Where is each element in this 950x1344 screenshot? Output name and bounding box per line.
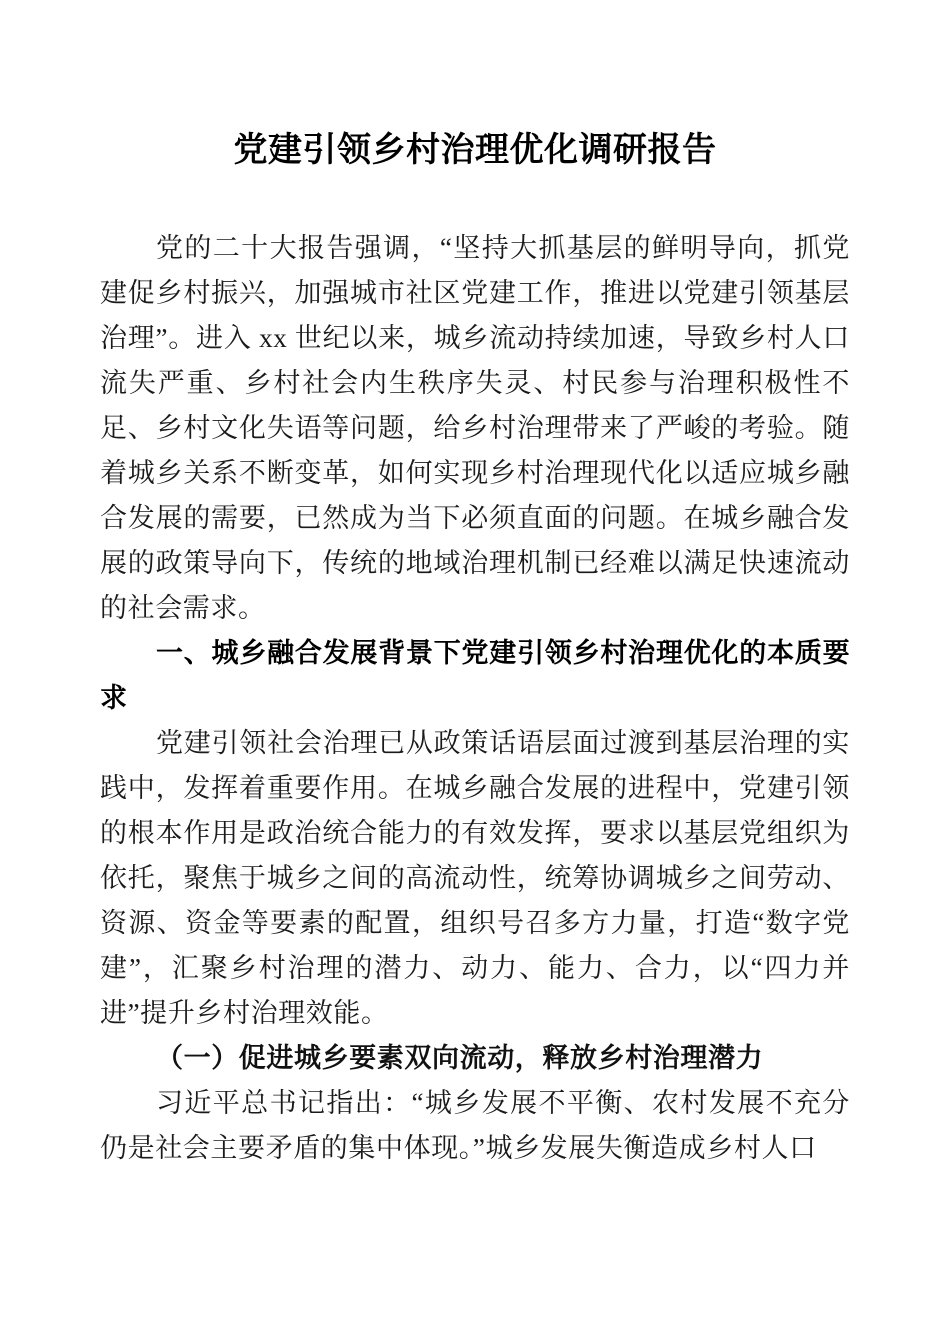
subsection-heading-one: （一）促进城乡要素双向流动，释放乡村治理潜力 <box>156 1043 764 1073</box>
page-title: 党建引领乡村治理优化调研报告 <box>233 132 717 169</box>
section-heading-one: 一、城乡融合发展背景下党建引领乡村治理优化的本质要求 <box>100 638 850 713</box>
subsection-one-paragraph: 习近平总书记指出：“城乡发展不平衡、农村发展不充分仍是社会主要矛盾的集中体现。”城乡发展失衡造成乡村人口 <box>100 1088 850 1163</box>
intro-paragraph: 党的二十大报告强调，“坚持大抓基层的鲜明导向，抓党建促乡村振兴，加强城市社区党建工作，推进以党建引领基层治理”。进入 xx 世纪以来，城乡流动持续加速，导致乡村人口流失严重、乡村社会内生秩序失灵、村民参与治理积极性不足、乡村文化失语等问题，给乡村治理带来了严峻的考验。随着城乡关系不断变革，如何实现乡村治理现代化以适应城乡融合发展的需要，已然成为当下必须直面的问题。在城乡融合发展的政策导向下，传统的地域治理机制已经难以满足快速流动的社会需求。 <box>100 233 850 623</box>
section-one-paragraph: 党建引领社会治理已从政策话语层面过渡到基层治理的实践中，发挥着重要作用。在城乡融合发展的进程中，党建引领的根本作用是政治统合能力的有效发挥，要求以基层党组织为依托，聚焦于城乡之间的高流动性，统筹协调城乡之间劳动、资源、资金等要素的配置，组织号召多方力量，打造“数字党建”，汇聚乡村治理的潜力、动力、能力、合力，以“四力并进”提升乡村治理效能。 <box>100 728 850 1028</box>
document-content-column <box>100 0 850 1171</box>
